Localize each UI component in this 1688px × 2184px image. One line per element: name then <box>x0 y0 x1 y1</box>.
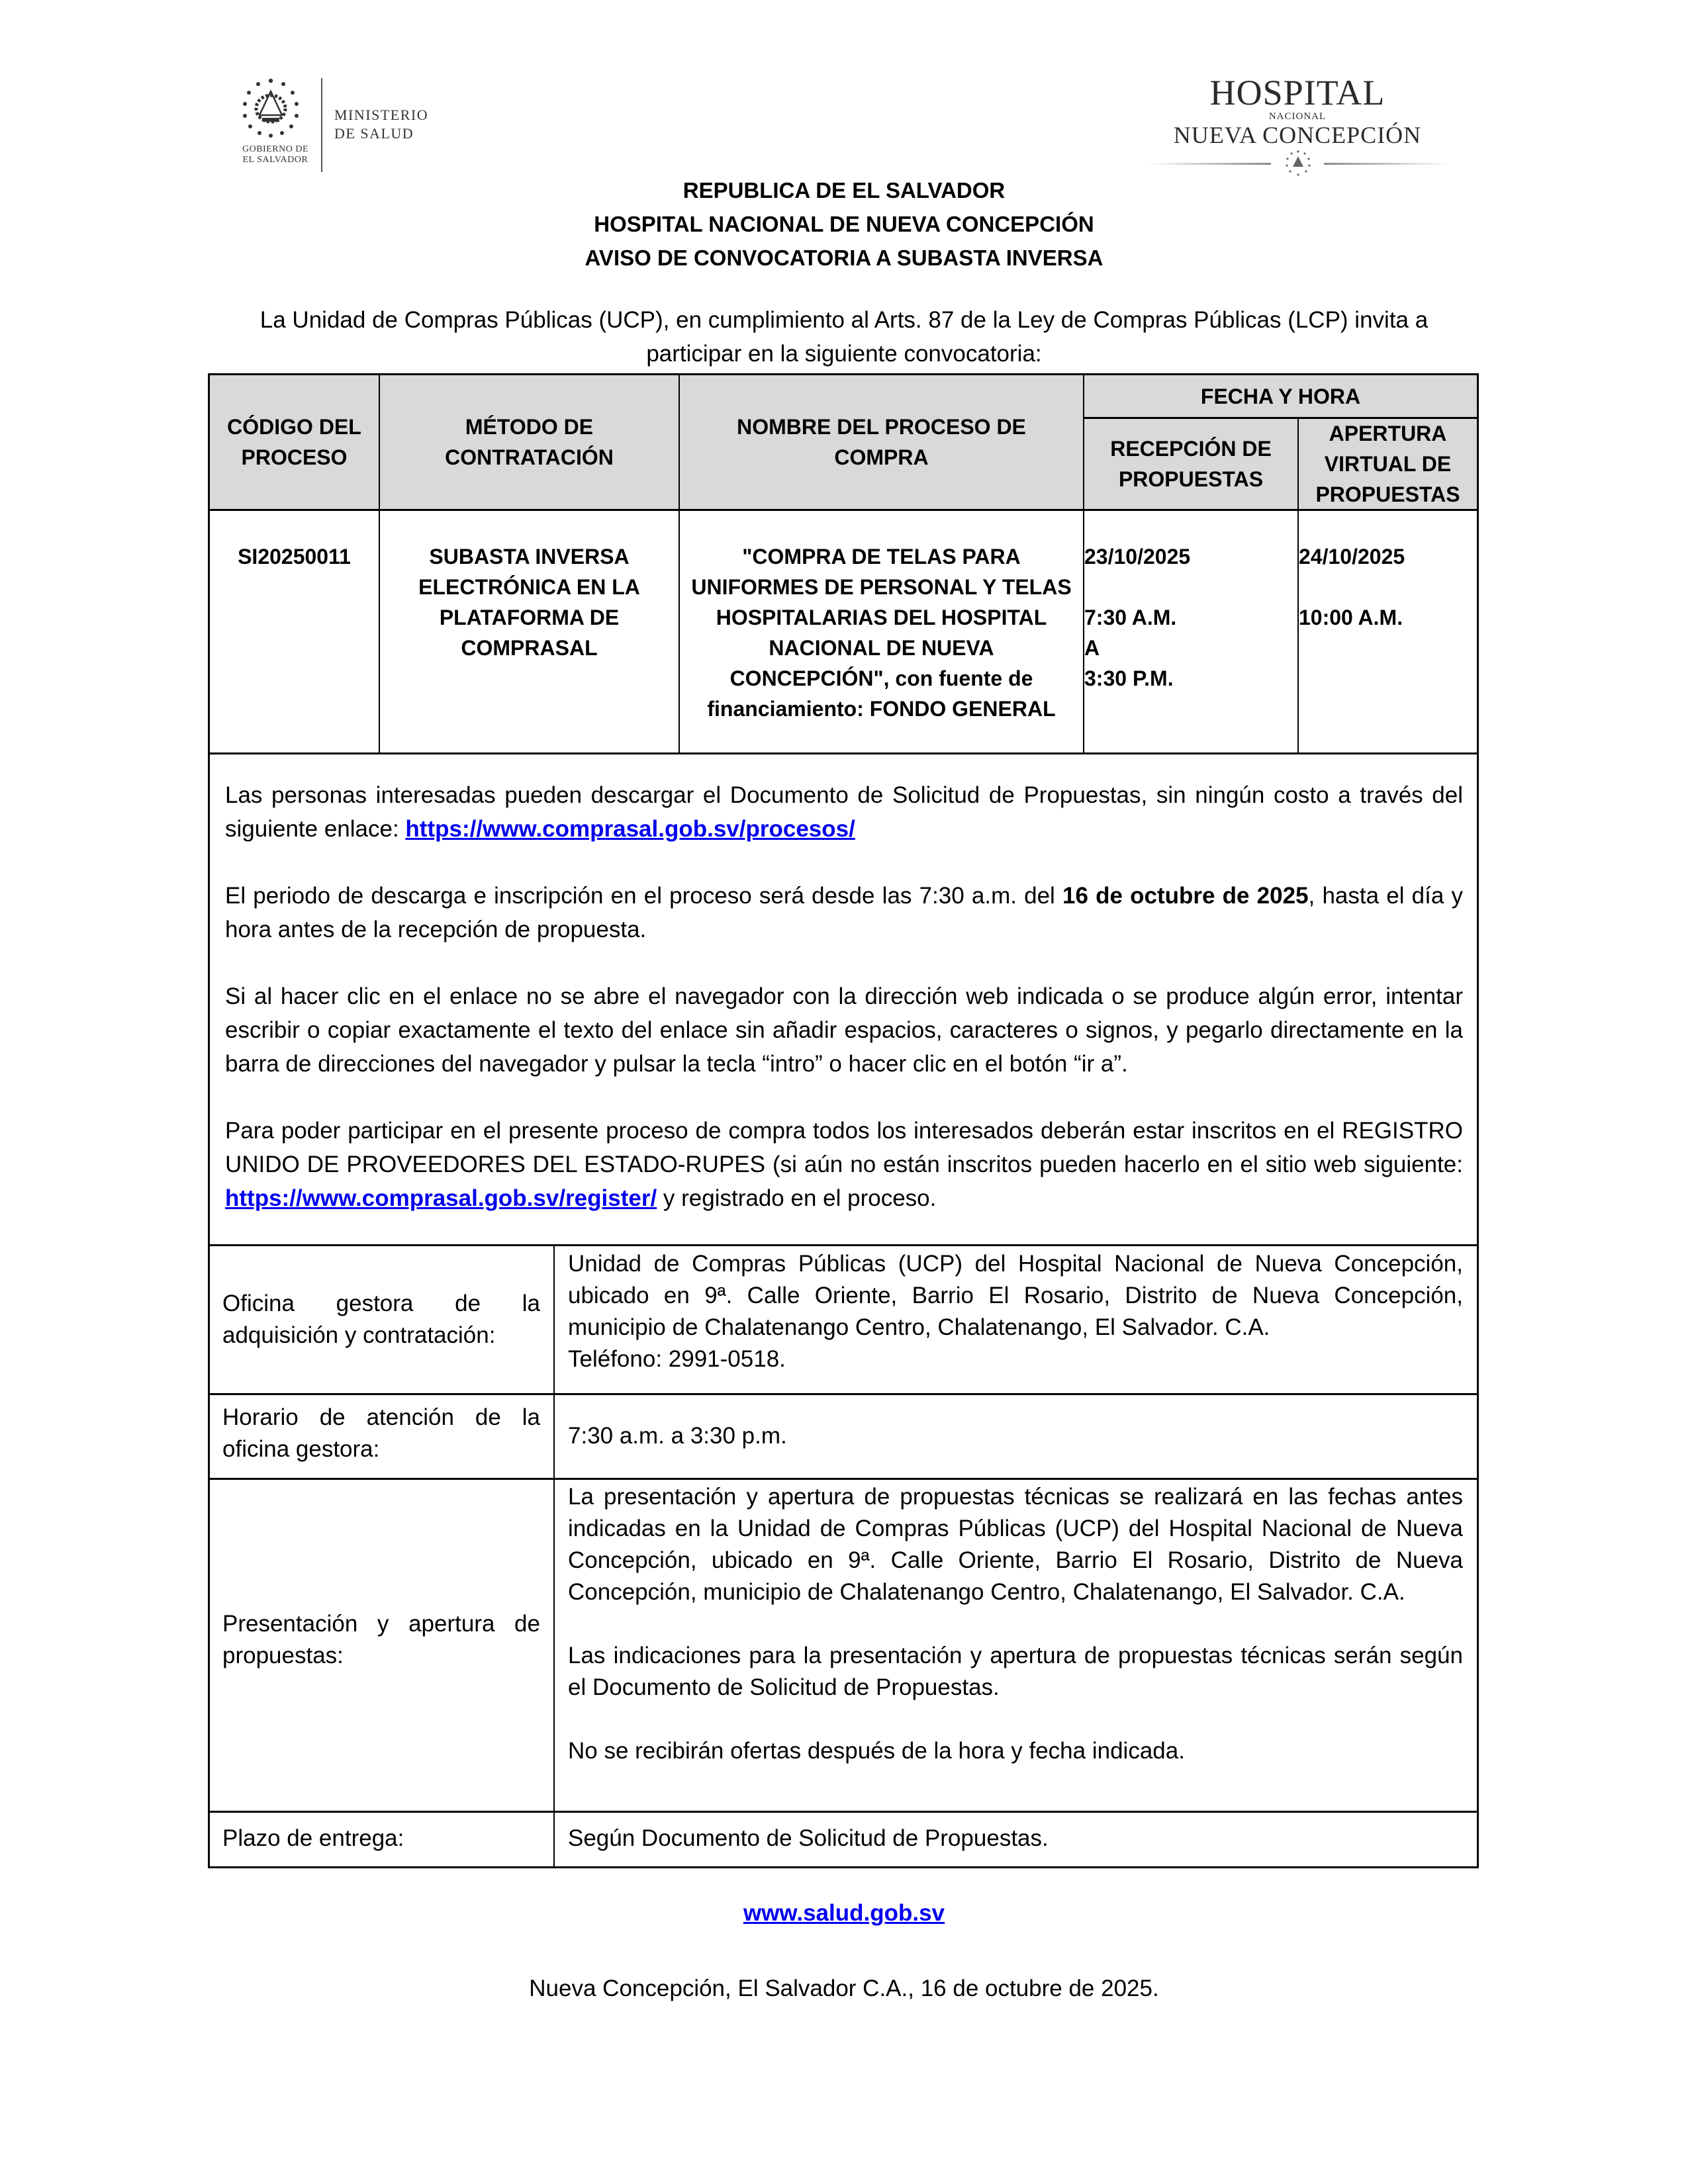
hospital-logo <box>1125 74 1470 148</box>
header-recepcion: RECEPCIÓN DE PROPUESTAS <box>1110 437 1272 491</box>
hospital-logo-line3: NUEVA CONCEPCIÓN <box>1173 122 1422 148</box>
detail-value-plazo: Según Documento de Solicitud de Propuestas. <box>568 1825 1049 1851</box>
header-metodo: MÉTODO DE CONTRATACIÓN <box>445 415 614 469</box>
cell-apertura <box>1299 541 1477 740</box>
title-line-3: AVISO DE CONVOCATORIA A SUBASTA INVERSA <box>585 246 1103 270</box>
info-paragraph-instructions: Si al hacer clic en el enlace no se abre el navegador con la dirección web indicada o se produce algún error, intentar escribir o copiar exactamente el texto del enlace sin añadir espacios, caracteres o signos, y pegarlo directamente en la barra de direcciones del navegador y pulsar la tecla “intro” o hacer clic en el botón “ir a”. <box>225 983 1463 1077</box>
header-apertura: APERTURA VIRTUAL DE PROPUESTAS <box>1315 422 1460 506</box>
logo-divider <box>321 78 322 172</box>
info-paragraph-rupes: Para poder participar en el presente proceso de compra todos los interesados deberán estar inscritos en el REGISTRO UNIDO DE PROVEEDORES DEL ESTADO-RUPES (si aún no están inscritos pueden hacerlo en el sitio web siguiente: https://www.comprasal.gob.sv/register/ y registrado en el proceso. <box>225 1118 1463 1211</box>
apertura-hora: 10:00 A.M. <box>1299 606 1403 629</box>
oficina-row-bottom-border <box>208 1393 1479 1395</box>
place-and-date: Nueva Concepción, El Salvador C.A., 16 de octubre de 2025. <box>529 1976 1159 2001</box>
detail-col-divider <box>553 1244 555 1868</box>
header-fecha-hora: FECHA Y HORA <box>1200 384 1361 408</box>
recepcion-hora-inicio: 7:30 A.M. <box>1084 606 1177 629</box>
data-row-bottom-border <box>208 752 1479 754</box>
detail-label-oficina: Oficina gestora de la adquisición y contratación: <box>222 1291 540 1348</box>
hospital-logo-line1: HOSPITAL <box>1209 73 1385 113</box>
intro-paragraph: La Unidad de Compras Públicas (UCP), en cumplimiento al Arts. 87 de la Ley de Compras Públicas (LCP) invita a participar en la siguiente convocatoria: <box>259 307 1429 367</box>
apertura-fecha: 24/10/2025 <box>1299 545 1405 569</box>
ministerio-de-salud-label: MINISTERIO DE SALUD <box>334 107 429 142</box>
detail-value-horario: 7:30 a.m. a 3:30 p.m. <box>568 1423 787 1449</box>
cell-metodo: SUBASTA INVERSA ELECTRÓNICA EN LA PLATAFORMA DE COMPRASAL <box>418 545 640 660</box>
detail-label-presentacion: Presentación y apertura de propuestas: <box>222 1611 540 1668</box>
detail-label-plazo: Plazo de entrega: <box>222 1825 404 1851</box>
detail-value-oficina: Unidad de Compras Públicas (UCP) del Hospital Nacional de Nueva Concepción, ubicado en 9ª. Calle Oriente, Barrio El Rosario, Distrito de Nueva Concepción, municipio de Chalatenango Centro, Chalatenango, El Salvador. C.A. Teléfono: 2991-0518. <box>568 1251 1463 1372</box>
header-codigo: CÓDIGO DEL PROCESO <box>227 415 361 469</box>
header-bottom-border <box>208 509 1479 511</box>
salud-website-link[interactable]: www.salud.gob.sv <box>743 1900 945 1926</box>
title-line-2: HOSPITAL NACIONAL DE NUEVA CONCEPCIÓN <box>594 212 1094 236</box>
cell-recepcion <box>1084 541 1297 740</box>
recepcion-fecha: 23/10/2025 <box>1084 545 1191 569</box>
comprasal-register-link[interactable]: https://www.comprasal.gob.sv/register/ <box>225 1185 657 1211</box>
info-paragraph-download: Las personas interesadas pueden descargar el Documento de Solicitud de Propuestas, sin ningún costo a través del siguiente enlace: https://www.comprasal.gob.sv/procesos/ <box>225 782 1463 842</box>
presentacion-row-bottom-border <box>208 1811 1479 1813</box>
hospital-logo-line2: NACIONAL <box>1268 111 1327 122</box>
footer-website <box>0 1897 1688 1930</box>
header-nombre: NOMBRE DEL PROCESO DE COMPRA <box>737 415 1026 469</box>
hospital-logo-rule-right <box>1324 163 1450 165</box>
recepcion-a: A <box>1084 636 1100 660</box>
detail-value-presentacion: La presentación y apertura de propuestas técnicas se realizará en las fechas antes indicadas en la Unidad de Compras Públicas (UCP) del Hospital Nacional de Nueva Concepción, ubicado en 9ª. Calle Oriente, Barrio El Rosario, Distrito de Nueva Concepción, municipio de Chalatenango Centro, Chalatenango, El Salvador. C.A. Las indicaciones para la presentación y apertura de propuestas técnicas serán según el Documento de Solicitud de Propuestas. No se recibirán ofertas después de la hora y fecha indicada. <box>568 1484 1463 1764</box>
document-title <box>0 173 1688 275</box>
info-block-bottom-border <box>208 1244 1479 1246</box>
hospital-logo-rule-left <box>1149 163 1271 165</box>
info-paragraph-period: El periodo de descarga e inscripción en el proceso será desde las 7:30 a.m. del 16 de octubre de 2025, hasta el día y hora antes de la recepción de propuesta. <box>225 883 1463 942</box>
horario-row-bottom-border <box>208 1478 1479 1480</box>
gobierno-caption: GOBIERNO DE EL SALVADOR <box>242 144 308 165</box>
recepcion-hora-fin: 3:30 P.M. <box>1084 666 1174 690</box>
comprasal-procesos-link[interactable]: https://www.comprasal.gob.sv/procesos/ <box>405 816 855 842</box>
detail-label-horario: Horario de atención de la oficina gestora: <box>222 1404 540 1462</box>
cell-nombre: "COMPRA DE TELAS PARA UNIFORMES DE PERSONAL Y TELAS HOSPITALARIAS DEL HOSPITAL NACIONAL DE NUEVA CONCEPCIÓN", con fuente de financiamiento: FONDO GENERAL <box>691 545 1072 721</box>
title-line-1: REPUBLICA DE EL SALVADOR <box>682 178 1006 203</box>
cell-codigo: SI20250011 <box>238 545 351 569</box>
